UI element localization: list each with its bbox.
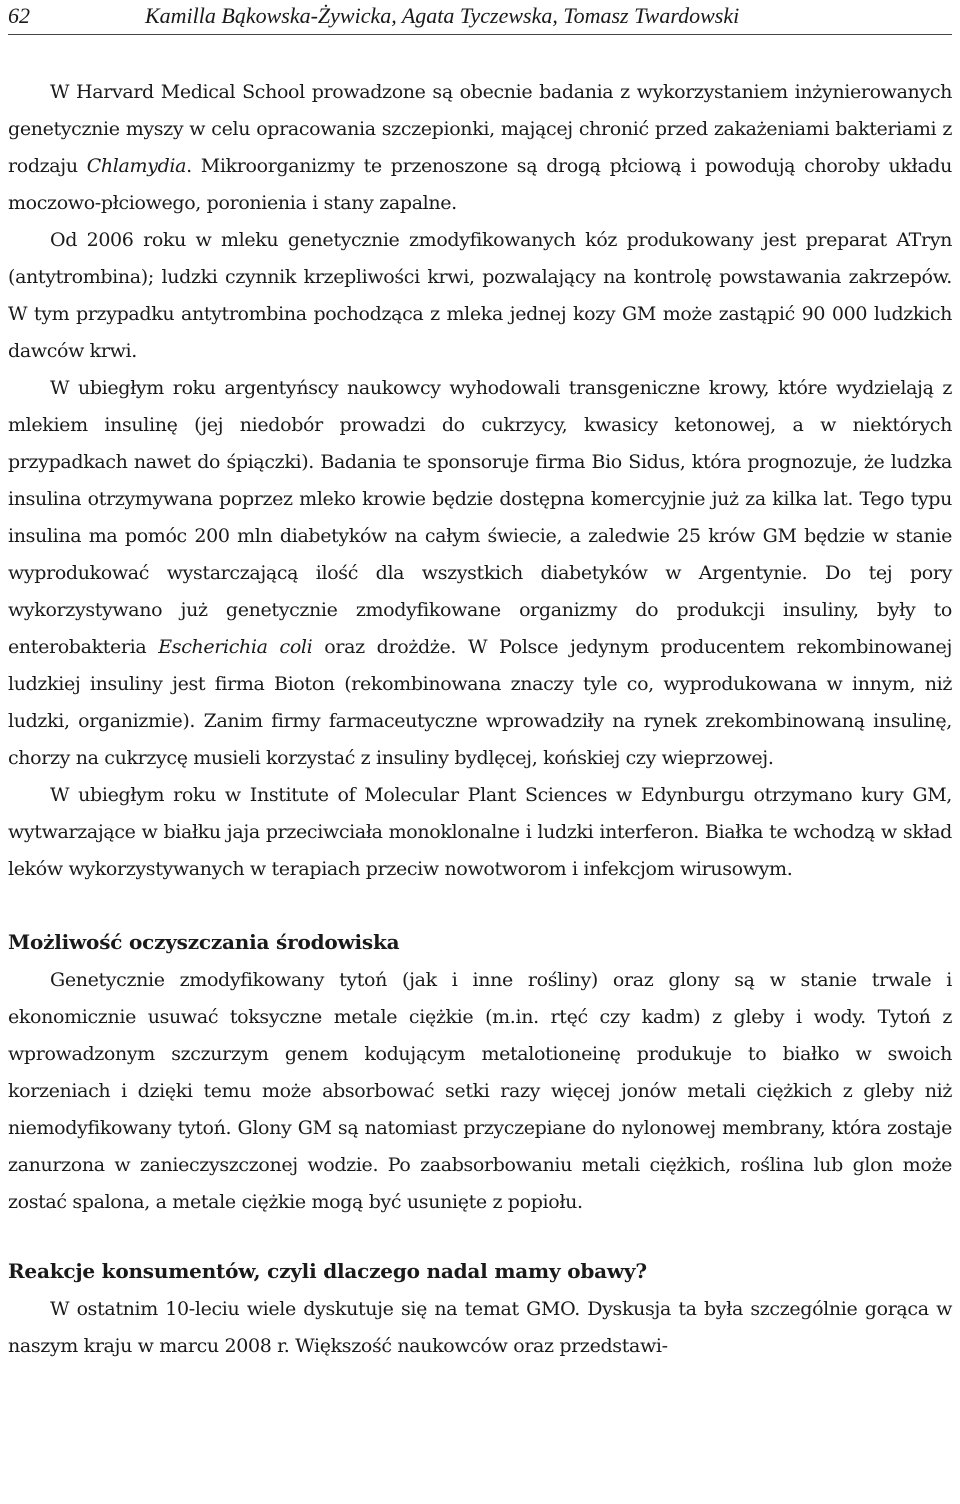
latin-term-escherichia-coli: Escherichia coli xyxy=(158,636,313,658)
paragraph-text: . Mikroorganizmy te przenoszone są drogą płciową i powodują choroby układu moczowo-płciowego, poronienia i stany zapalne. xyxy=(8,155,953,214)
paragraph-text: W ubiegłym roku argentyńscy naukowcy wyhodowali transgeniczne krowy, które wydzielają z mlekiem insulinę (jej niedobór prowadzi do cukrzycy, kwasicy ketonowej, a w niektórych przypadkach nawet do śpiączki). Badania te sponsoruje firma Bio Sidus, która prognozuje, że ludzka insulina otrzymywana poprzez mleko krowie będzie dostępna komercyjnie już za kilka lat. Tego typu insulina ma pomóc 200 mln diabetyków na całym świecie, a zaledwie 25 krów GM będzie w stanie wyprodukować wystarczającą ilość dla wszystkich diabetyków w Argentynie. Do tej pory wykorzystywano już genetycznie zmodyfikowane organizmy do produkcji insuliny, były to enterobakteria xyxy=(8,377,952,658)
paragraph-text: oraz drożdże. W Polsce jedynym producentem rekombinowanej ludzkiej insuliny jest firma Bioton (rekombinowana znaczy tyle co, wyprodukowana w innym, niż ludzki, organizmie). Zanim firmy farmaceutyczne wprowadziły na rynek zrekombinowaną insulinę, chorzy na cukrzycę musieli korzystać z insuliny bydlęcej, końskiej czy wieprzowej. xyxy=(8,636,952,769)
paragraph-text: W Harvard Medical School prowadzone są obecnie badania z wykorzystaniem inżynierowanych genetycznie myszy w celu opracowania szczepionki, mającej chronić przed zakażeniami bakteriami z rodzaju xyxy=(8,81,952,177)
paragraph-insulin xyxy=(8,370,952,777)
body-text xyxy=(8,74,952,1365)
page-number: 62 xyxy=(8,3,30,28)
paragraph-gm-chickens: W ubiegłym roku w Institute of Molecular Plant Sciences w Edynburgu otrzymano kury GM, wytwarzające w białku jaja przeciwciała monoklonalne i ludzki interferon. Białka te wchodzą w skład leków wykorzystywanych w terapiach przeciw nowotworom i infekcjom wirusowym. xyxy=(8,784,952,880)
paragraph-consumers: W ostatnim 10-leciu wiele dyskutuje się na temat GMO. Dyskusja ta była szczególnie gorąca w naszym kraju w marcu 2008 r. Większość naukowców oraz przedstawi- xyxy=(8,1298,952,1357)
section-heading-environment: Możliwość oczyszczania środowiska xyxy=(8,930,400,954)
paragraph-environment: Genetycznie zmodyfikowany tytoń (jak i inne rośliny) oraz glony są w stanie trwale i ekonomicznie usuwać toksyczne metale ciężkie (m.in. rtęć czy kadm) z gleby i wody. Tytoń z wprowadzonym szczurzym genem kodującym metalotioneinę produkuje to białko w swoich korzeniach i dzięki temu może absorbować setki razy więcej jonów metali ciężkich z gleby niż niemodyfikowany tytoń. Glony GM są natomiast przyczepiane do nylonowej membrany, która zostaje zanurzona w zanieczyszczonej wodzie. Po zaabsorbowaniu metali ciężkich, roślina lub glon może zostać spalona, a metale ciężkie mogą być usunięte z popiołu. xyxy=(8,969,952,1213)
latin-term-chlamydia: Chlamydia xyxy=(86,155,187,177)
paragraph-atryn: Od 2006 roku w mleku genetycznie zmodyfikowanych kóz produkowany jest preparat ATryn (antytrombina); ludzki czynnik krzepliwości krwi, pozwalający na kontrolę powstawania zakrzepów. W tym przypadku antytrombina pochodząca z mleka jednej kozy GM może zastąpić 90 000 ludzkich dawców krwi. xyxy=(8,229,952,362)
paragraph-chlamydia xyxy=(8,74,952,222)
section-heading-consumers: Reakcje konsumentów, czyli dlaczego nadal mamy obawy? xyxy=(8,1259,647,1283)
running-head-authors: Kamilla Bąkowska-Żywicka, Agata Tyczewska, Tomasz Twardowski xyxy=(145,3,740,28)
running-head xyxy=(8,0,952,35)
